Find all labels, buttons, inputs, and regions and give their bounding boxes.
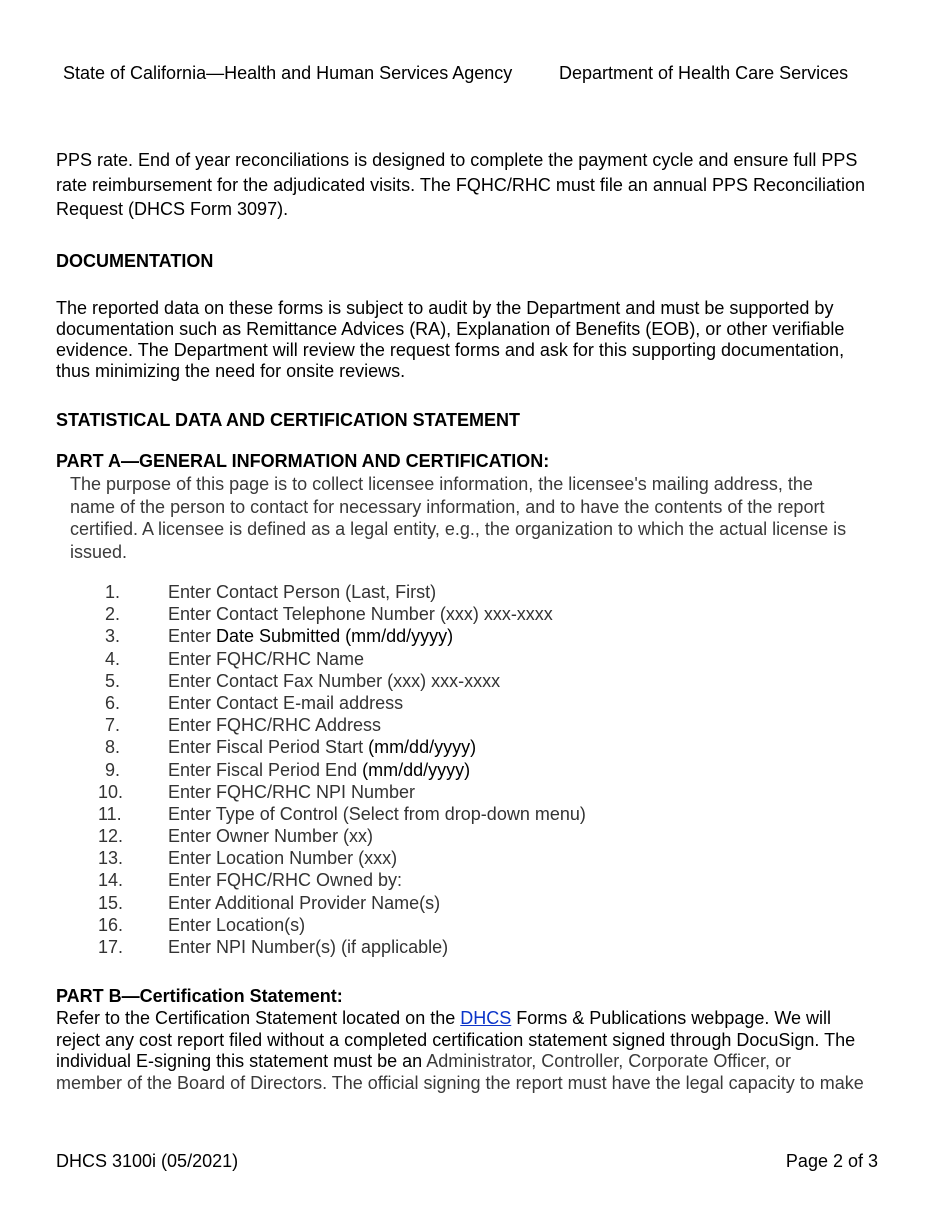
part-a-line: name of the person to contact for necessary information, and to have the contents of the report xyxy=(70,496,825,517)
list-item-label: Enter Fiscal Period End xyxy=(168,759,363,780)
list-item-label: Enter Additional Provider Name(s) xyxy=(168,892,441,913)
part-b-heading: PART B—Certification Statement: xyxy=(56,986,343,1006)
list-item-text xyxy=(168,936,448,958)
list-item xyxy=(98,869,403,891)
list-item-label: Enter FQHC/RHC Address xyxy=(168,715,382,736)
list-item xyxy=(98,625,454,647)
list-item-label: Enter Fiscal Period Start xyxy=(168,737,369,758)
list-item xyxy=(98,825,374,847)
list-item-label: Enter Contact Telephone Number (xxx) xxx-xxxx xyxy=(168,604,553,625)
list-item xyxy=(98,736,477,758)
header-department: Department of Health Care Services xyxy=(559,63,849,83)
list-item-number: 1. xyxy=(104,582,120,602)
list-item xyxy=(98,936,449,958)
list-item-label: Enter FQHC/RHC Owned by: xyxy=(168,870,403,891)
list-item-text xyxy=(168,581,436,603)
list-item-label: Enter Contact Person (Last, First) xyxy=(168,582,437,602)
list-item-format: (mm/dd/yyyy) xyxy=(368,737,477,758)
documentation-line: The reported data on these forms is subject to audit by the Department and must be supported by xyxy=(56,298,834,318)
intro-paragraph xyxy=(56,148,896,222)
list-item xyxy=(98,759,471,781)
list-item-label: Enter Location(s) xyxy=(168,914,306,935)
list-item-number: 12. xyxy=(98,826,124,847)
list-item-label: Enter Contact Fax Number (xxx) xxx-xxxx xyxy=(168,670,501,691)
list-item-number: 10. xyxy=(98,781,124,802)
list-item xyxy=(98,803,586,825)
part-b-text: individual E-signing this statement must be an xyxy=(56,1051,427,1071)
footer-form-id: DHCS 3100i (05/2021) xyxy=(56,1151,239,1171)
list-item xyxy=(98,603,553,625)
list-item-number: 15. xyxy=(98,892,124,913)
list-item-number: 11. xyxy=(98,803,122,824)
list-item-text xyxy=(168,892,440,914)
list-item-number: 16. xyxy=(98,914,124,935)
list-item-number: 9. xyxy=(104,759,120,780)
list-item-text xyxy=(168,825,373,847)
list-item-label: Enter Contact E-mail address xyxy=(168,692,404,713)
documentation-line: documentation such as Remittance Advices (RA), Explanation of Benefits (EOB), or other verifiable xyxy=(56,319,845,339)
list-item-label: Enter FQHC/RHC Name xyxy=(168,648,365,669)
part-b-text: Forms & Publications webpage. We will xyxy=(511,1008,832,1028)
list-item xyxy=(98,847,398,869)
part-a-numbered-list xyxy=(98,581,586,958)
documentation-line: thus minimizing the need for onsite reviews. xyxy=(56,361,406,381)
documentation-paragraph xyxy=(56,298,896,382)
part-b-line xyxy=(56,1051,916,1073)
statistical-heading: STATISTICAL DATA AND CERTIFICATION STATEMENT xyxy=(56,410,520,430)
list-item-label: Enter NPI Number(s) (if applicable) xyxy=(168,937,449,957)
list-item xyxy=(98,692,404,714)
list-item xyxy=(98,714,382,736)
list-item-number: 2. xyxy=(104,604,120,625)
list-item-number: 5. xyxy=(104,670,120,691)
list-item xyxy=(98,581,437,603)
list-item-text xyxy=(168,847,397,869)
dhcs-link[interactable]: DHCS xyxy=(460,1008,512,1028)
part-b-text: Refer to the Certification Statement located on the xyxy=(56,1008,461,1028)
list-item-number: 3. xyxy=(104,626,120,647)
list-item-text xyxy=(168,781,415,803)
list-item-number: 8. xyxy=(104,737,120,758)
list-item-number: 6. xyxy=(104,692,120,713)
list-item-text xyxy=(168,648,364,670)
list-item-label: Enter xyxy=(168,626,217,647)
part-a-line: certified. A licensee is defined as a legal entity, e.g., the organization to which the actual license is xyxy=(70,519,847,539)
intro-line: rate reimbursement for the adjudicated visits. The FQHC/RHC must file an annual PPS Reconciliation xyxy=(56,174,866,195)
list-item-label: Enter Location Number (xxx) xyxy=(168,848,398,869)
part-a-line: issued. xyxy=(70,541,128,562)
part-b-line: member of the Board of Directors. The official signing the report must have the legal capacity to make xyxy=(56,1072,864,1093)
list-item-text xyxy=(168,625,453,647)
list-item-text xyxy=(168,759,470,781)
list-item-number: 17. xyxy=(98,937,124,957)
list-item-text xyxy=(168,692,403,714)
list-item xyxy=(98,914,306,936)
list-item-number: 13. xyxy=(98,848,124,869)
list-item-format: Date Submitted (mm/dd/yyyy) xyxy=(216,626,454,647)
list-item-text xyxy=(168,670,500,692)
part-b-paragraph xyxy=(56,1008,916,1094)
part-b-text: Administrator, Controller, Corporate Officer, or xyxy=(426,1051,792,1071)
list-item xyxy=(98,781,416,803)
list-item-text xyxy=(168,914,305,936)
list-item xyxy=(98,670,501,692)
list-item-format: (mm/dd/yyyy) xyxy=(362,759,471,780)
list-item-label: Enter Type of Control (Select from drop-down menu) xyxy=(168,803,586,824)
list-item-text xyxy=(168,603,553,625)
list-item-label: Enter Owner Number (xx) xyxy=(168,826,374,847)
list-item xyxy=(98,648,365,670)
intro-line: PPS rate. End of year reconciliations is designed to complete the payment cycle and ensure full PPS xyxy=(56,150,858,170)
header-agency: State of California—Health and Human Services Agency xyxy=(63,63,513,83)
list-item-text xyxy=(168,869,402,891)
part-a-line: The purpose of this page is to collect licensee information, the licensee's mailing address, the xyxy=(70,474,813,494)
documentation-line: evidence. The Department will review the request forms and ask for this supporting documentation, xyxy=(56,340,845,360)
list-item-number: 4. xyxy=(104,648,120,669)
list-item-text xyxy=(168,736,476,758)
part-b-line: reject any cost report filed without a completed certification statement signed through DocuSign. The xyxy=(56,1029,856,1050)
part-b-line xyxy=(56,1008,916,1030)
list-item-number: 7. xyxy=(104,715,120,736)
list-item xyxy=(98,892,441,914)
part-a-heading: PART A—GENERAL INFORMATION AND CERTIFICATION: xyxy=(56,451,550,471)
footer-page-number: Page 2 of 3 xyxy=(785,1151,878,1171)
list-item-text xyxy=(168,803,586,825)
list-item-label: Enter FQHC/RHC NPI Number xyxy=(168,781,416,802)
list-item-text xyxy=(168,714,381,736)
documentation-heading: DOCUMENTATION xyxy=(56,251,214,271)
list-item-number: 14. xyxy=(98,870,124,891)
part-a-paragraph xyxy=(70,473,900,563)
intro-line: Request (DHCS Form 3097). xyxy=(56,199,289,219)
